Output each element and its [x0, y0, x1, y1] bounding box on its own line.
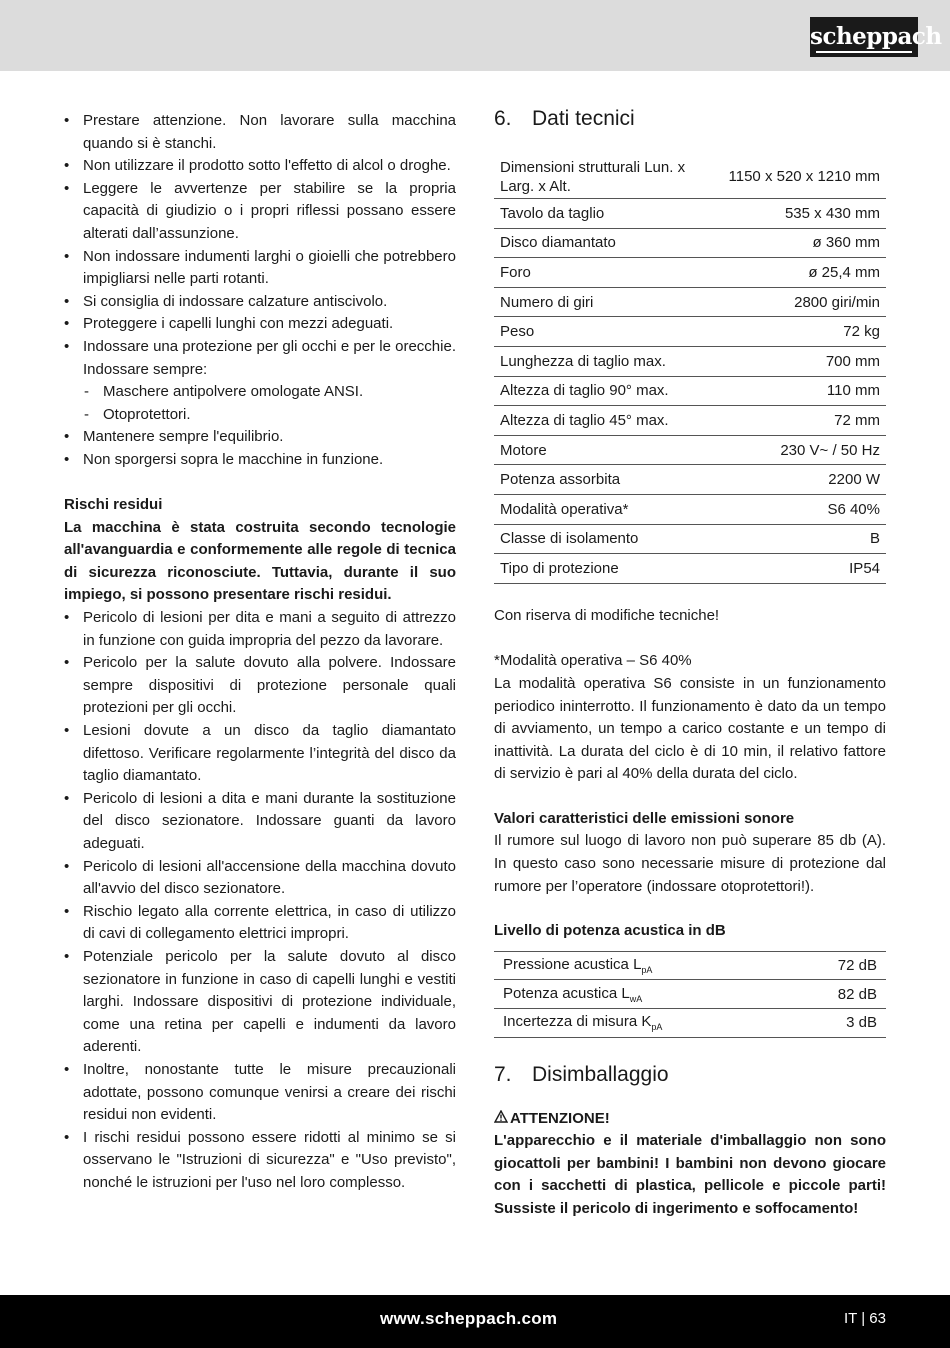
table-row: Motore 230 V~ / 50 Hz — [494, 435, 886, 465]
sub-list-item: - Maschere antipolvere omologate ANSI. — [64, 381, 456, 404]
table-row: Incertezza di misura $K_{pA}$ 3 dB — [494, 1009, 886, 1038]
op-mode-title: *Modalità operativa – S6 40% — [494, 652, 692, 670]
table-row: Potenza assorbita 2200 W — [494, 465, 886, 495]
header-bar — [0, 0, 950, 71]
table-row: Pressione acustica $L_{pA}$ 72 dB — [494, 951, 886, 980]
safety-list — [64, 110, 456, 472]
technical-data-table — [494, 155, 886, 584]
section-heading-7: 7. Disimballaggio — [494, 1062, 669, 1086]
list-item: • Leggere le avvertenze per stabilire se la propria capacità di giudizio o i propri riflessi possano essere alterati dall’assunzione. — [64, 178, 456, 246]
list-item: • Mantenere sempre l'equilibrio. — [64, 426, 456, 449]
table-row: Numero di giri 2800 giri/min — [494, 287, 886, 317]
right-column — [494, 104, 886, 1221]
list-item: • Pericolo per la salute dovuto alla polvere. Indossare sempre dispositivi di protezione personale quali protezioni per gli occhi. — [64, 652, 456, 720]
table-row: Potenza acustica $L_{wA}$ 82 dB — [494, 980, 886, 1009]
sound-level-table — [494, 951, 886, 1038]
table-row: Foro ø 25,4 mm — [494, 258, 886, 288]
attention-text: L'apparecchio e il materiale d'imballaggio non sono giocattoli per bambini! I bambini non devono giocare con i sacchetti di plastica, pellicole e piccole parti! Sussiste il pericolo di ingerimento e soffocamento! — [494, 1132, 886, 1217]
list-item: • Non utilizzare il prodotto sotto l'effetto di alcol o droghe. — [64, 155, 456, 178]
table-row: Classe di isolamento B — [494, 524, 886, 554]
attention-heading: ATTENZIONE! — [494, 1108, 886, 1131]
list-item: • Rischio legato alla corrente elettrica, in caso di utilizzo di cavi di collegamento elettrici impropri. — [64, 901, 456, 946]
list-item: • Pericolo di lesioni a dita e mani durante la sostituzione del disco sezionatore. Indossare guanti da lavoro adeguati. — [64, 788, 456, 856]
residual-risks-intro: La macchina è stata costruita secondo tecnologie all'avanguardia e conformemente alle regole di tecnica di sicurezza riconosciute. Tuttavia, durante il suo impiego, si possono presentare rischi residui. — [64, 518, 456, 604]
scheppach-logo: scheppach — [810, 17, 918, 57]
noise-text: Il rumore sul luogo di lavoro non può superare 85 db (A). In questo caso sono necessarie misure di protezione dal rumore per l’operatore (indossare otoprotettori!). — [494, 832, 886, 895]
table-row: Disco diamantato ø 360 mm — [494, 228, 886, 258]
footer-bar — [0, 1295, 950, 1348]
sound-level-title: Livello di potenza acustica in dB — [494, 922, 726, 940]
page-number: IT | 63 — [844, 1310, 886, 1327]
table-row: Tavolo da taglio 535 x 430 mm — [494, 199, 886, 229]
list-item: • Prestare attenzione. Non lavorare sulla macchina quando si è stanchi. — [64, 110, 456, 155]
warning-icon — [494, 1108, 510, 1131]
list-item: • Si consiglia di indossare calzature antiscivolo. — [64, 291, 456, 314]
section-heading-6: 6. Dati tecnici — [494, 107, 635, 130]
table-row: Altezza di taglio 90° max. 110 mm — [494, 376, 886, 406]
table-row: Altezza di taglio 45° max. 72 mm — [494, 406, 886, 436]
list-item: • Pericolo di lesioni all'accensione della macchina dovuto all'avvio del disco sezionatore. — [64, 856, 456, 901]
list-item: • Non sporgersi sopra le macchine in funzione. — [64, 449, 456, 472]
sub-list-item: - Otoprotettori. — [64, 404, 456, 427]
table-row: Lunghezza di taglio max. 700 mm — [494, 346, 886, 376]
residual-risks-title: Rischi residui — [64, 496, 163, 514]
table-row: Peso 72 kg — [494, 317, 886, 347]
residual-risks-list — [64, 607, 456, 1194]
list-item: • Proteggere i capelli lunghi con mezzi adeguati. — [64, 313, 456, 336]
list-item: • Pericolo di lesioni per dita e mani a seguito di attrezzo in funzione con guida impropria del pezzo da lavorare. — [64, 607, 456, 652]
table-row: Modalità operativa* S6 40% — [494, 494, 886, 524]
op-mode-text: La modalità operativa S6 consiste in un funzionamento periodico ininterrotto. Il funzionamento è dato da un tempo di avviamento, un tempo a carico costante e un tempo di inattività. La durata del ciclo è di 10 min, il relativo fattore di servizio è pari al 40% della durata del ciclo. — [494, 674, 886, 783]
table-row: Tipo di protezione IP54 — [494, 554, 886, 584]
list-item: • Indossare una protezione per gli occhi e per le orecchie. Indossare sempre: — [64, 336, 456, 381]
left-column — [64, 110, 456, 1195]
list-item: • Non indossare indumenti larghi o gioielli che potrebbero impigliarsi nelle parti rotanti. — [64, 246, 456, 291]
list-item: • Inoltre, nonostante tutte le misure precauzionali adottate, possono comunque venirsi a creare dei rischi residui non evidenti. — [64, 1059, 456, 1127]
list-item: • Potenziale pericolo per la salute dovuto al disco sezionatore in funzione in caso di capelli lunghi e vestiti larghi. Indossare dispositivi di protezione individuale, come una retina per capelli e indumenti da lavoro aderenti. — [64, 946, 456, 1059]
noise-title: Valori caratteristici delle emissioni sonore — [494, 809, 795, 827]
reserve-note: Con riserva di modifiche tecniche! — [494, 606, 720, 624]
list-item: • I rischi residui possono essere ridotti al minimo se si osservano le "Istruzioni di sicurezza" e "Uso previsto", nonché le istruzioni per l'uso nel loro complesso. — [64, 1127, 456, 1195]
table-row: Dimensioni strutturali Lun. x Larg. x Alt. 1150 x 520 x 1210 mm — [494, 155, 886, 199]
website-link[interactable]: www.scheppach.com — [380, 1309, 558, 1328]
list-item: • Lesioni dovute a un disco da taglio diamantato difettoso. Verificare regolarmente l’integrità del disco da taglio diamantato. — [64, 720, 456, 788]
